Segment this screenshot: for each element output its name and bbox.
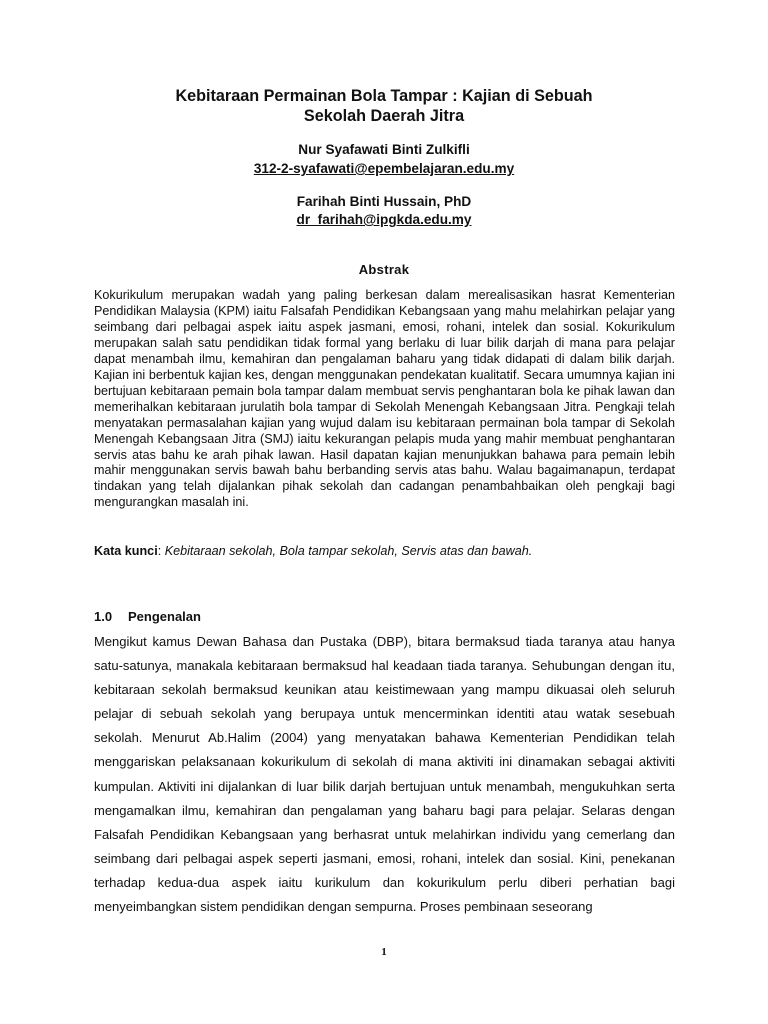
paper-title-line-1: Kebitaraan Permainan Bola Tampar : Kajian di Sebuah [175, 87, 593, 105]
section-heading [94, 609, 201, 625]
paper-title [0, 86, 768, 126]
abstract-text: Kokurikulum merupakan wadah yang paling berkesan dalam merealisasikan hasrat Kementerian Pendidikan Malaysia (KPM) iaitu Falsafah Pendidikan Kebangsaan yang mahu melahirkan pelajar yang seimbang dari pelbagai aspek iaitu aspek jasmani, emosi, rohani, intelek dan sosial. Kokurikulum merupakan salah satu pendidikan tidak formal yang berlaku di luar bilik darjah di mana para pelajar dapat menambah ilmu, kemahiran dan pengalaman baharu yang tidak didapati di dalam bilik darjah. Kajian ini berbentuk kajian kes, dengan menggunakan pendekatan kualitatif. Secara umumnya kajian ini bertujuan kebitaraan pemain bola tampar dalam membuat servis penghantaran bola ke pihak lawan dan memerihalkan kebitaraan jurulatih bola tampar di Sekolah Menengah Kebangsaan Jitra. Pengkaji telah menyatakan permasalahan kajian yang wujud dalam isu kebitaraan permainan bola tampar di Sekolah Menengah Kebangsaan Jitra (SMJ) iaitu kekurangan pelapis muda yang mahir membuat penghantaran servis atas bahu ke arah pihak lawan. Hasil dapatan kajian menunjukkan bahawa para pemain lebih mahir menggunakan servis bawah bahu berbanding servis atas bahu. Walau bagaimanapun, terdapat tindakan yang telah dijalankan pihak sekolah dan cadangan penambahbaikan oleh pengkaji bagi mengurangkan masalah ini. [94, 288, 675, 510]
section-title: Pengenalan [128, 609, 201, 624]
keywords-value: Kebitaraan sekolah, Bola tampar sekolah, Servis atas dan bawah. [164, 544, 533, 558]
page-number: 1 [381, 946, 387, 958]
keywords-separator: : [157, 544, 165, 558]
keywords-line [94, 543, 675, 559]
keywords-label: Kata kunci [94, 544, 158, 558]
author-1-email[interactable]: 312-2-syafawati@epembelajaran.edu.my [253, 161, 515, 176]
author-2-email[interactable]: dr_farihah@ipgkda.edu.my [296, 212, 472, 227]
abstract-heading: Abstrak [358, 262, 410, 277]
section-number: 1.0 [94, 609, 113, 624]
author-1-name: Nur Syafawati Binti Zulkifli [298, 142, 470, 157]
paper-title-line-2: Sekolah Daerah Jitra [303, 107, 465, 125]
author-2-name: Farihah Binti Hussain, PhD [296, 194, 472, 209]
section-body-text: Mengikut kamus Dewan Bahasa dan Pustaka (DBP), bitara bermaksud tiada taranya atau hanya satu-satunya, manakala kebitaraan bermaksud hal keadaan tiada taranya. Sehubungan dengan itu, kebitaraan sekolah bermaksud keunikan atau keistimewaan yang mampu dikuasai oleh seluruh pelajar di sebuah sekolah yang berupaya untuk mencerminkan identiti atau watak sesebuah sekolah. Menurut Ab.Halim (2004) yang menyatakan bahawa Kementerian Pendidikan telah menggariskan pelaksanaan kokurikulum di sekolah di mana aktiviti ini dinamakan sebagai aktiviti kumpulan. Aktiviti ini dijalankan di luar bilik darjah bertujuan untuk menambah, mengukuhkan serta mengamalkan ilmu, kemahiran dan pengalaman yang baharu bagi para pelajar. Selaras dengan Falsafah Pendidikan Kebangsaan yang berhasrat untuk melahirkan individu yang cemerlang dan seimbang dari pelbagai aspek seperti jasmani, emosi, rohani, intelek dan sosial. Kini, penekanan terhadap kedua-dua aspek iaitu kurikulum dan kokurikulum perlu diberi perhatian bagi menyeimbangkan sistem pendidikan dengan sempurna. Proses pembinaan seseorang [94, 634, 675, 915]
